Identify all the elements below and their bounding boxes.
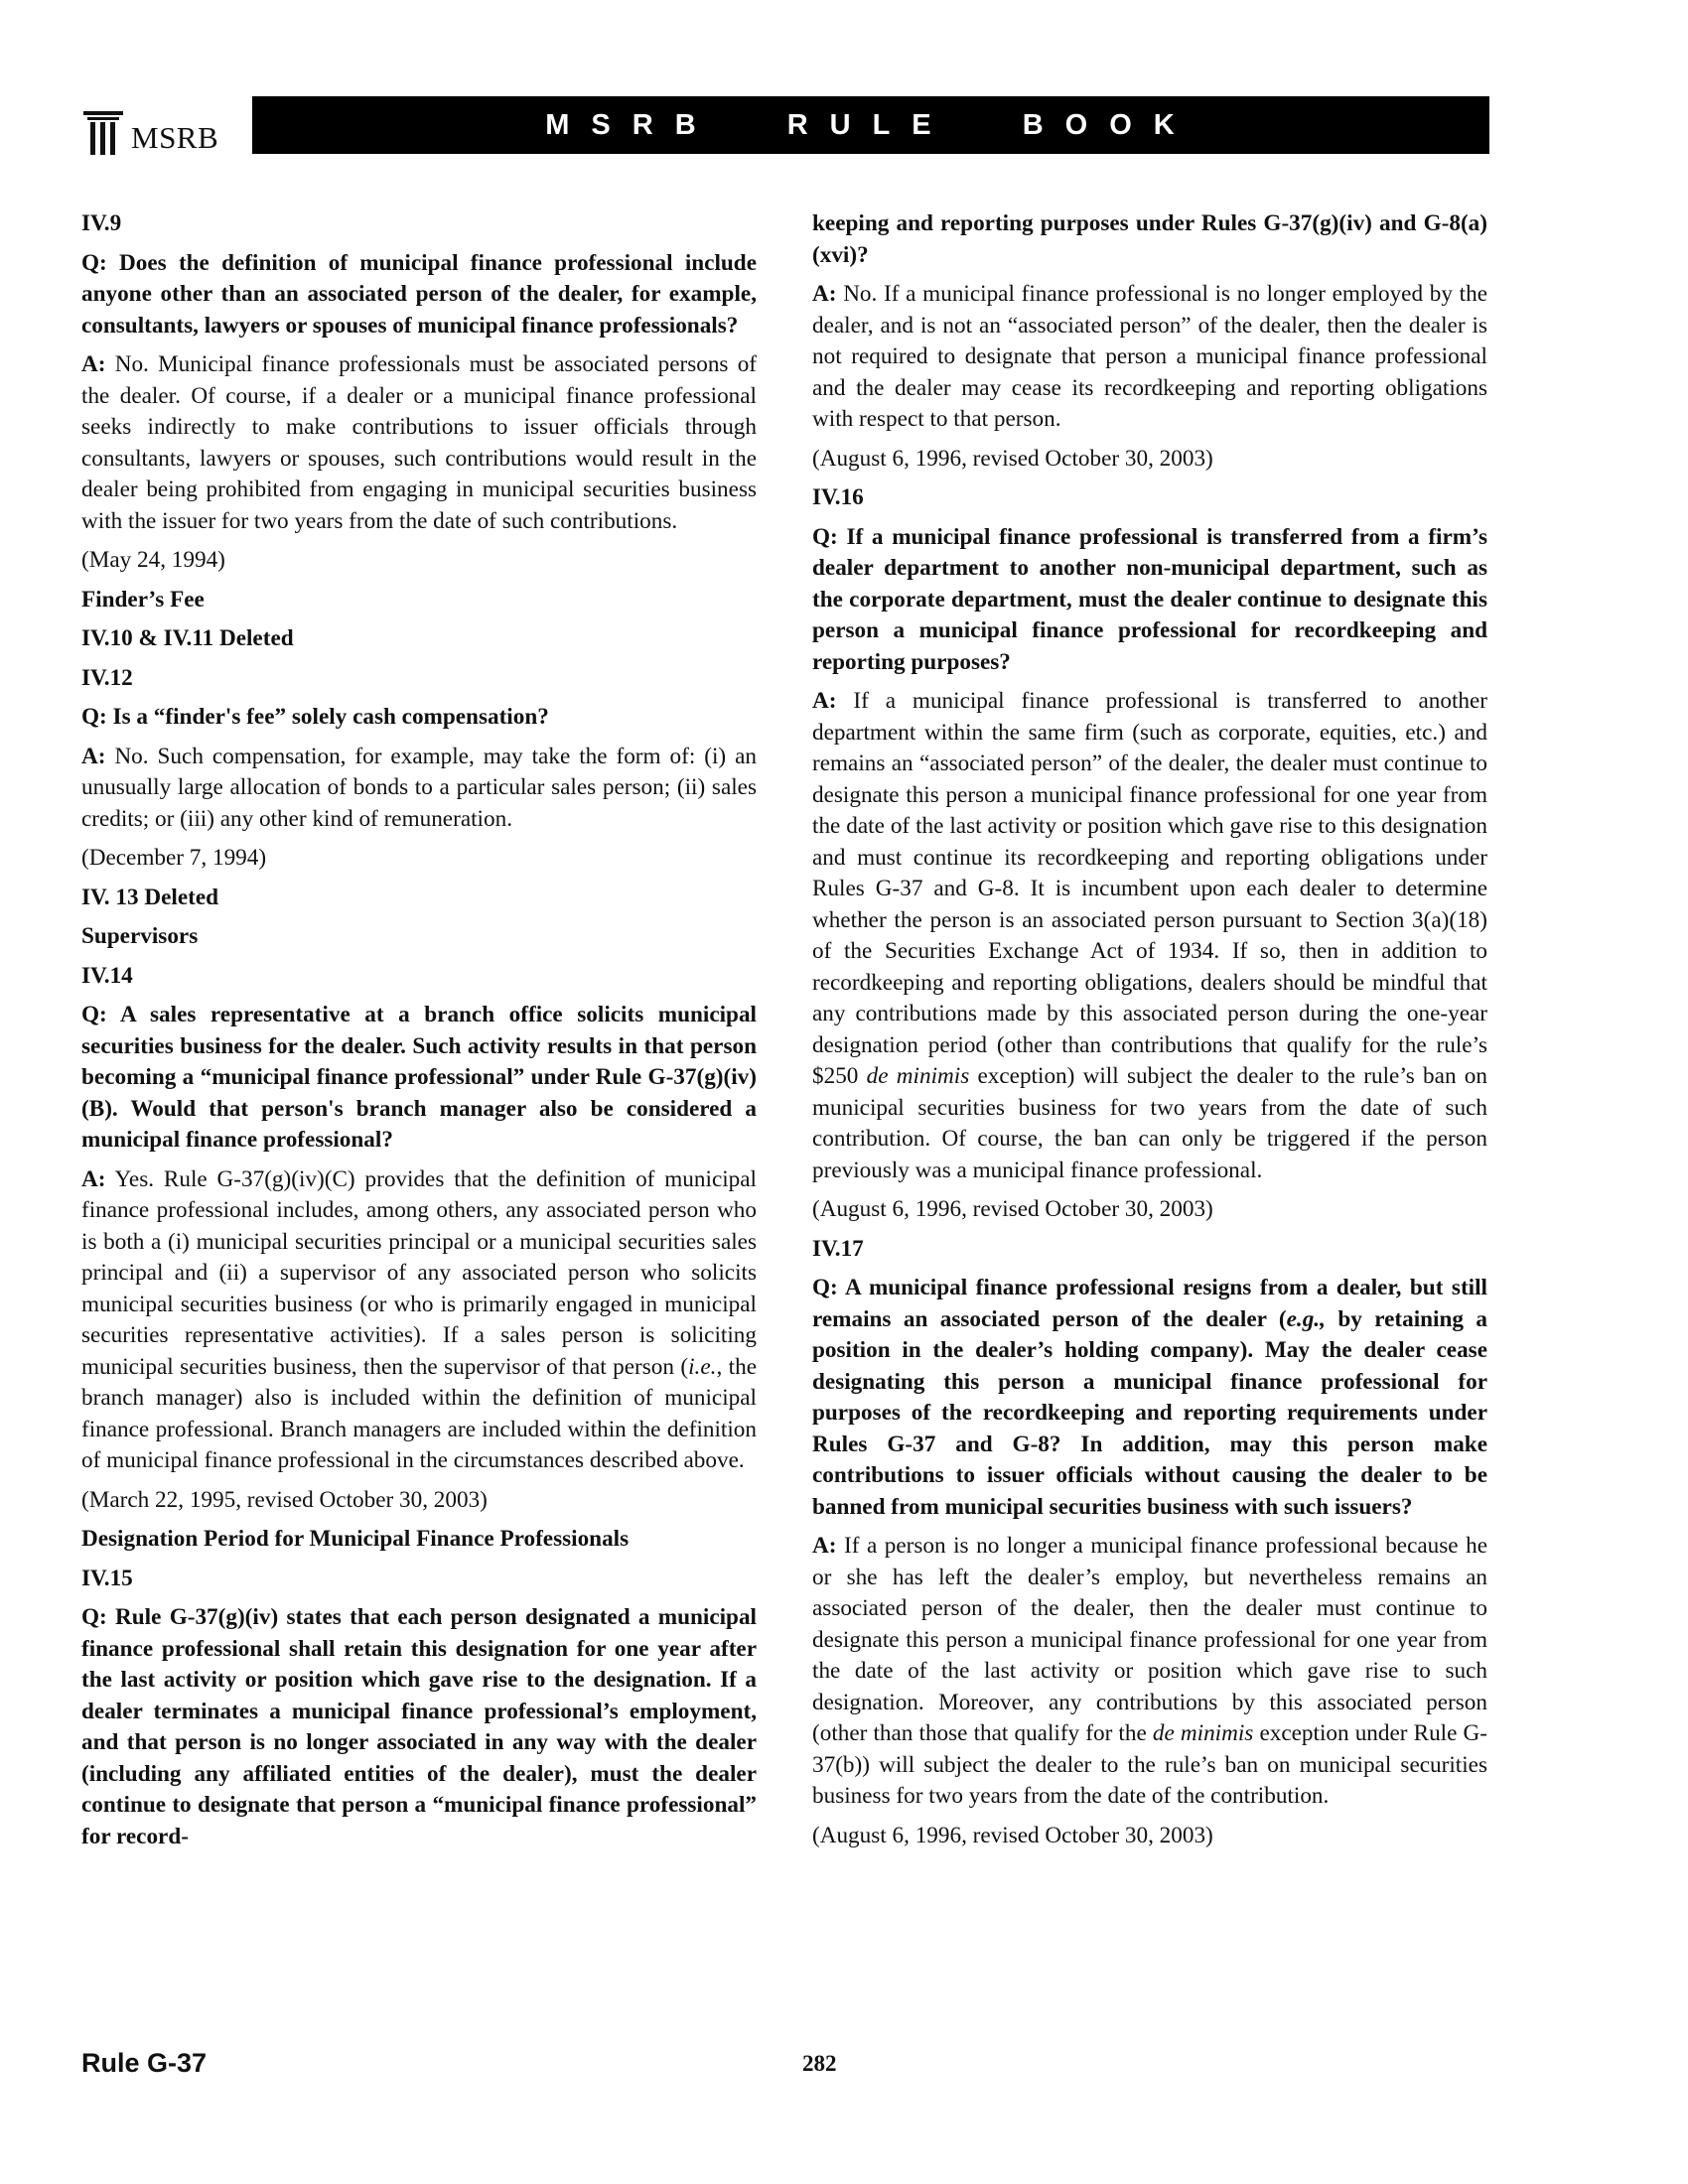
question-text: Q: Rule G-37(g)(iv) states that each person designated a municipal finance professional shall retain this designation for one year after the last activity or position which gave rise to the designation. If a dealer terminates a municipal finance professional’s employment, and that person is no longer associated in any way with the dealer (including any affiliated entities of the dealer), must the dealer continue to designate that person a “municipal finance professional” for record-: [81, 1604, 757, 1849]
answer-body: If a municipal finance professional is transferred to another department within the same firm (such as corporate, equities, etc.) and remains an “associated person” of the dealer, the dealer must continue to designate this person a municipal finance professional for one year from the date of the last activity or position which gave rise to this designation and must continue its recordkeeping and reporting obligations under Rules G-37 and G-8. It is incumbent upon each dealer to determine whether the person is an associated person pursuant to Section 3(a)(18) of the Securities Exchange Act of 1934. If so, then in addition to recordkeeping and reporting obligations, dealers should be mindful that any contributions made by this associated person during the one-year designation period (other than contributions that qualify for the rule’s $250: [812, 688, 1488, 1089]
question-text: Q: Is a “finder's fee” solely cash compensation?: [81, 704, 549, 730]
revision-date: (August 6, 1996, revised October 30, 2003): [812, 1196, 1213, 1222]
italic-term: e.g.,: [1286, 1305, 1326, 1332]
question-id: IV.14: [81, 962, 133, 989]
answer-body: No. If a municipal finance professional is no longer employed by the dealer, and is not an “associated person” of the dealer, then the dealer is not required to designate that person a municipal finance professional and the dealer may cease its recordkeeping and reporting obligations with respect to that person.: [812, 281, 1487, 432]
question-text: [812, 1273, 1487, 1523]
revision-date: (August 6, 1996, revised October 30, 2003): [812, 445, 1213, 472]
answer-text: [81, 742, 757, 836]
page-number: 282: [802, 2051, 837, 2076]
question-id: IV.16: [812, 484, 864, 510]
page-header: [81, 91, 1489, 159]
left-column: [81, 208, 757, 1860]
answer-body: Yes. Rule G-37(g)(iv)(C) provides that the definition of municipal finance professional includes, among others, any associated person who is both a (i) municipal securities principal or a municipal securities sales principal and (ii) a supervisor of any associated person who solicits municipal securities business (or who is primarily engaged in municipal securities representative activities). If a sales person is soliciting municipal securities business, then the supervisor of that person (: [81, 1165, 758, 1380]
question-text: Q: Does the definition of municipal finance professional include anyone other than an associated person of the dealer, for example, consultants, lawyers or spouses of municipal finance professionals?: [81, 249, 757, 339]
answer-text: [81, 349, 757, 537]
italic-term: de minimis: [866, 1063, 970, 1089]
answer-text: [812, 1531, 1487, 1813]
question-id: IV.15: [81, 1565, 133, 1591]
answer-body: exception) will subject the dealer to the rule’s ban on municipal securities business for two years from the date of such contribution. Of course, the ban can only be triggered if the person previously was a municipal finance professional.: [812, 1063, 1487, 1183]
rule-book-banner: MSRB RULE BOOK: [252, 96, 1489, 154]
answer-lead: A:: [81, 351, 106, 377]
section-heading-supervisors: Supervisors: [81, 923, 199, 949]
question-id: IV.12: [81, 664, 133, 691]
question-text: Q: If a municipal finance professional is transferred from a firm’s dealer department to another non-municipal department, such as the corporate department, must the dealer continue to designate this person a municipal finance professional for recordkeeping and reporting purposes?: [812, 523, 1487, 675]
answer-lead: A:: [81, 1165, 106, 1192]
section-heading-designation-period: Designation Period for Municipal Finance Professionals: [81, 1526, 630, 1552]
deleted-note: IV. 13 Deleted: [81, 884, 219, 910]
revision-date: (December 7, 1994): [81, 845, 267, 871]
answer-lead: A:: [81, 743, 106, 769]
revision-date: (August 6, 1996, revised October 30, 2003): [812, 1822, 1213, 1848]
deleted-note: IV.10 & IV.11 Deleted: [81, 625, 294, 651]
answer-body: exception under Rule G-37(b)) will subject the dealer to the rule’s ban on municipal securities business for two years from the date of the contribution.: [812, 1720, 1487, 1809]
right-column: [812, 208, 1487, 1859]
revision-date: (May 24, 1994): [81, 547, 225, 573]
answer-body: , the branch manager) also is included within the definition of municipal finance professional. Branch managers are included within the definition of municipal finance professional in the circumstances described above.: [81, 1353, 758, 1473]
question-id: IV.17: [812, 1235, 864, 1262]
answer-text: [81, 1164, 757, 1477]
italic-term: de minimis: [1152, 1720, 1254, 1746]
question-text: Q: A sales representative at a branch office solicits municipal securities business for the dealer. Such activity results in that person becoming a “municipal finance professional” under Rule G-37(g)(iv)(B). Would that person's branch manager also be considered a municipal finance professional?: [81, 1002, 757, 1153]
footer-rule-label: Rule G-37: [81, 2048, 208, 2078]
answer-text: [812, 686, 1487, 1186]
section-heading-finders-fee: Finder’s Fee: [81, 586, 205, 613]
answer-body: If a person is no longer a municipal finance professional because he or she has left the dealer’s employ, but nevertheless remains an associated person of the dealer, then the dealer must continue to designate this person a municipal finance professional for one year from the date of the last activity or position which gave rise to such designation. Moreover, any contributions by this associated person (other than those that qualify for the: [812, 1533, 1488, 1746]
revision-date: (March 22, 1995, revised October 30, 2003): [81, 1486, 488, 1513]
answer-lead: A:: [812, 281, 837, 307]
question-body: by retaining a position in the dealer’s holding company). May the dealer cease designating this person a municipal finance professional for purposes of the recordkeeping and reporting requirements under Rules G-37 and G-8? In addition, may this person make contributions to issuer officials without causing the dealer to be banned from municipal securities business with such issuers?: [812, 1305, 1487, 1520]
answer-text: [812, 279, 1487, 436]
logo-text: MSRB: [131, 120, 219, 155]
msrb-logo: [81, 91, 252, 159]
question-body: Q: A municipal finance professional resigns from a dealer, but still remains an associated person of the dealer (: [812, 1275, 1487, 1332]
column-logo-icon: [81, 109, 125, 159]
question-text-continued: keeping and reporting purposes under Rules G-37(g)(iv) and G-8(a)(xvi)?: [812, 210, 1487, 268]
answer-body: No. Such compensation, for example, may take the form of: (i) an unusually large allocation of bonds to a particular sales person; (ii) sales credits; or (iii) any other kind of remuneration.: [81, 743, 757, 832]
answer-lead: A:: [812, 688, 837, 714]
answer-body: No. Municipal finance professionals must be associated persons of the dealer. Of course, if a dealer or a municipal finance professional seeks indirectly to make contributions to issuer officials through consultants, lawyers or spouses, such contributions would result in the dealer being prohibited from engaging in municipal securities business with the issuer for two years from the date of such contributions.: [81, 351, 758, 534]
question-id: IV.9: [81, 210, 122, 236]
italic-term: i.e.: [688, 1353, 717, 1380]
answer-lead: A:: [812, 1533, 837, 1559]
